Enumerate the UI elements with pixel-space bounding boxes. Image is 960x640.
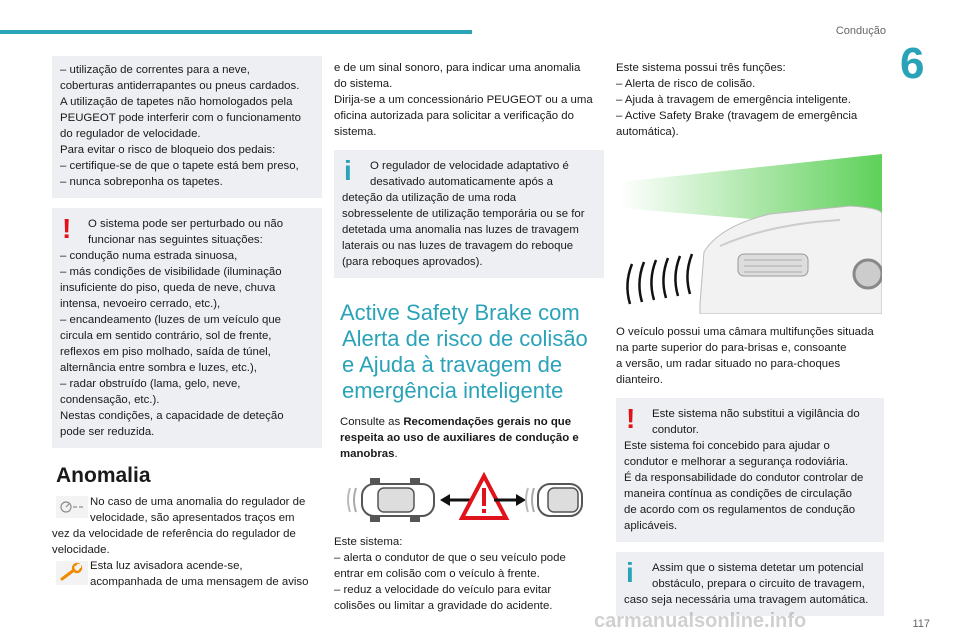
text-line: funcionar nas seguintes situações: — [88, 234, 263, 246]
text-line: – alerta o condutor de que o seu veículo pode — [334, 552, 566, 564]
text-line: O regulador de velocidade adaptativo é — [370, 160, 569, 172]
text-line: velocidade. — [52, 544, 110, 556]
text-line: a versão, um radar situado no para-choques — [616, 358, 841, 370]
anomalia-paragraph-2 — [52, 558, 322, 590]
text-line: Este sistema possui três funções: — [616, 62, 786, 74]
text-line: – más condições de visibilidade (iluminação — [60, 266, 282, 278]
text-line: aplicáveis. — [624, 520, 678, 532]
text-line: circula em sentido contrário, sol de frente, — [60, 330, 272, 342]
column-1 — [52, 56, 322, 590]
text-line: Assim que o sistema detetar um potencial — [652, 562, 864, 574]
text-line: caso seja necessária uma travagem automática. — [624, 594, 869, 606]
text-line: laterais ou nas luzes de travagem do reboque — [342, 240, 574, 252]
text-line: do regulador de velocidade. — [60, 128, 201, 140]
text-line: Este sistema: — [334, 536, 403, 548]
text-line: – nunca sobreponha os tapetes. — [60, 176, 223, 188]
text-line: insuficiente do piso, queda de neve, chuva — [60, 282, 276, 294]
text-line: alternância entre sombra e luzes, etc.), — [60, 362, 257, 374]
text-line: O veículo possui uma câmara multifunções situada — [616, 326, 874, 338]
section-heading-active-safety-brake — [340, 300, 604, 404]
text-line: entrar em colisão com o veículo à frente. — [334, 568, 540, 580]
text-line: Nestas condições, a capacidade de deteção — [60, 410, 284, 422]
text-line: – certifique-se de que o tapete está bem preso, — [60, 160, 299, 172]
header-rule — [0, 30, 472, 34]
heading-line: Alerta de risco de colisão — [342, 326, 588, 351]
text-line: do sistema. — [334, 78, 393, 90]
text-line: – utilização de correntes para a neve, — [60, 64, 250, 76]
text-line: – reduz a velocidade do veículo para evitar — [334, 584, 552, 596]
info-box-obstaculo — [616, 552, 884, 616]
radar-waves-icon — [627, 254, 692, 304]
text-line: Para evitar o risco de bloqueio dos pedais: — [60, 144, 276, 156]
text-line: velocidade, são apresentados traços em — [90, 512, 295, 524]
chapter-title: Condução — [835, 25, 886, 37]
text-line: intensa, nevoeiro cerrado, etc.), — [60, 298, 221, 310]
note-box-tapetes — [52, 56, 322, 198]
warning-box-vigilancia — [616, 398, 884, 542]
text-line: É da responsabilidade do condutor controlar de — [624, 472, 864, 484]
text-line: deteção da utilização de uma roda — [342, 192, 517, 204]
column-2 — [334, 60, 604, 614]
text-line: automática). — [616, 126, 679, 138]
text-line: Este sistema foi concebido para ajudar o — [624, 440, 830, 452]
heading-line: Active Safety Brake com — [340, 300, 580, 325]
info-box-regulador — [334, 150, 604, 278]
cruise-control-dashes-icon — [56, 496, 88, 518]
warning-exclamation-icon: ! — [62, 213, 72, 244]
chapter-number: 6 — [900, 39, 925, 88]
text-line: e de um sinal sonoro, para indicar uma anomalia — [334, 62, 581, 74]
consult-prefix: Consulte as — [340, 416, 404, 428]
wrench-warning-icon — [56, 561, 88, 585]
text-line: pode ser reduzida. — [60, 426, 155, 438]
text-line: coberturas antiderrapantes ou pneus cardados. — [60, 80, 300, 92]
text-line: reflexos em piso molhado, saída de túnel, — [60, 346, 271, 358]
consult-suffix: . — [394, 448, 398, 460]
text-line: – Alerta de risco de colisão. — [616, 78, 756, 90]
text-line: – encandeamento (luzes de um veículo que — [60, 314, 281, 326]
consult-bold-link: Recomendações gerais no que respeita ao uso de auxiliares de condução e manobras — [340, 416, 579, 460]
text-line: dianteiro. — [616, 374, 663, 386]
column-3 — [616, 60, 884, 616]
info-icon: i — [626, 557, 634, 588]
text-line: condensação, etc.). — [60, 394, 160, 406]
text-line: Esta luz avisadora acende-se, — [90, 560, 243, 572]
consult-paragraph — [340, 414, 590, 462]
page-number: 117 — [912, 618, 930, 630]
text-line: – Ajuda à travagem de emergência inteligente. — [616, 94, 851, 106]
text-line: – Active Safety Brake (travagem de emergência — [616, 110, 858, 122]
heading-line: emergência inteligente — [342, 378, 564, 403]
info-icon: i — [344, 155, 352, 186]
collision-illustration — [344, 472, 584, 528]
text-line: detetada uma anomalia nas luzes de travagem — [342, 224, 579, 236]
watermark: carmanualsonline.info — [594, 610, 807, 632]
text-line: – radar obstruído (lama, gelo, neve, — [60, 378, 241, 390]
text-line: desativado automaticamente após a — [370, 176, 554, 188]
text-line: No caso de uma anomalia do regulador de — [90, 496, 306, 508]
rear-car-icon — [348, 478, 434, 522]
text-line: (para reboques aprovados). — [342, 256, 483, 268]
front-car-icon — [526, 484, 582, 516]
text-line: PEUGEOT pode interferir com o funcionamento — [60, 112, 302, 124]
text-line: de acordo com os regulamentos de condução — [624, 504, 856, 516]
warning-exclamation-icon: ! — [626, 403, 636, 434]
text-line: condutor. — [652, 424, 699, 436]
text-line: colisões ou limitar a gravidade do acidente. — [334, 600, 553, 612]
text-line: sobresselente de utilização temporária ou se for — [342, 208, 585, 220]
section-heading-anomalia: Anomalia — [56, 464, 151, 487]
text-line: vez da velocidade de referência do regulador de — [52, 528, 296, 540]
warning-box-perturbado — [52, 208, 322, 448]
text-line: acompanhada de uma mensagem de aviso — [90, 576, 309, 588]
car-camera-radar-image — [620, 154, 882, 314]
text-line: – condução numa estrada sinuosa, — [60, 250, 238, 262]
anomalia-paragraph-1 — [52, 494, 322, 558]
text-line: sistema. — [334, 126, 377, 138]
text-line: condutor e melhorar a segurança rodoviária. — [624, 456, 849, 468]
text-line: A utilização de tapetes não homologados pela — [60, 96, 293, 108]
text-line: Este sistema não substitui a vigilância do — [652, 408, 860, 420]
text-line: obstáculo, prepara o circuito de travagem, — [652, 578, 865, 590]
text-line: oficina autorizada para solicitar a verificação do — [334, 110, 574, 122]
heading-line: e Ajuda à travagem de — [342, 352, 563, 377]
text-line: maneira contínua as condições de circulação — [624, 488, 852, 500]
text-line: Dirija-se a um concessionário PEUGEOT ou a uma — [334, 94, 593, 106]
text-line: O sistema pode ser perturbado ou não — [88, 218, 284, 230]
text-line: na parte superior do para-brisas e, consoante — [616, 342, 847, 354]
